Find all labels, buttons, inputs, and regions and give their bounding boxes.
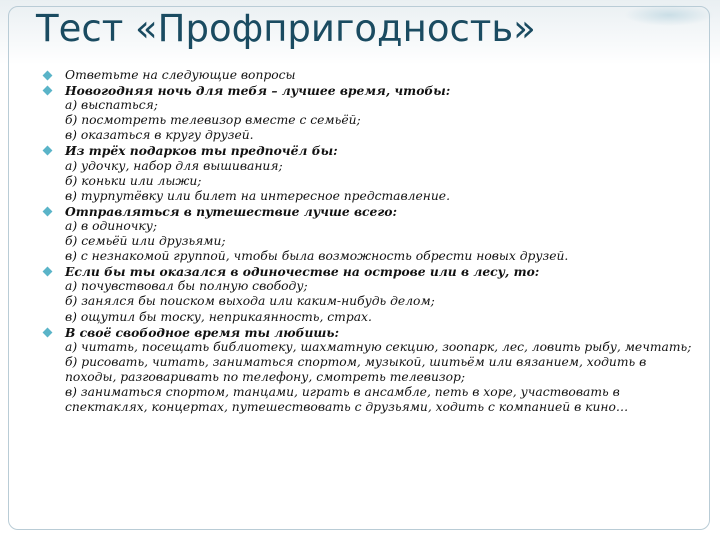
question-item bbox=[42, 83, 692, 143]
question-item bbox=[42, 143, 692, 203]
question-list bbox=[42, 68, 692, 415]
answer-option: в) заниматься спортом, танцами, играть в ансамбле, петь в хоре, участвовать в спектаклях, концертах, путешествовать с друзьями, ходить с компанией в кино… bbox=[65, 384, 629, 415]
question-text: В своё свободное время ты любишь: bbox=[65, 324, 340, 340]
diamond-bullet-icon bbox=[42, 266, 53, 277]
intro-item bbox=[42, 68, 692, 83]
question-item bbox=[42, 325, 692, 416]
question-item bbox=[42, 204, 692, 264]
answer-option: в) с незнакомой группой, чтобы была возможность обрести новых друзей. bbox=[65, 249, 569, 264]
diamond-bullet-icon bbox=[42, 145, 53, 156]
answer-option: а) в одиночку; bbox=[65, 218, 157, 233]
answer-option: а) удочку, набор для вышивания; bbox=[65, 158, 283, 173]
diamond-bullet-icon bbox=[42, 70, 53, 81]
answer-option: б) посмотреть телевизор вместе с семьёй; bbox=[65, 113, 361, 128]
answer-option: в) ощутил бы тоску, неприкаянность, страх. bbox=[65, 309, 372, 324]
answer-option: а) читать, посещать библиотеку, шахматную секцию, зоопарк, лес, ловить рыбу, мечтать; bbox=[65, 339, 692, 354]
slide-title: Тест «Профпригодность» bbox=[36, 7, 536, 50]
question-item bbox=[42, 264, 692, 324]
question-text: Отправляться в путешествие лучше всего: bbox=[65, 203, 398, 219]
answer-option: в) оказаться в кругу друзей. bbox=[65, 128, 254, 143]
corner-decoration bbox=[624, 4, 714, 26]
diamond-bullet-icon bbox=[42, 206, 53, 217]
answer-option: в) турпутёвку или билет на интересное представление. bbox=[65, 188, 450, 203]
answer-option: б) коньки или лыжи; bbox=[65, 173, 202, 188]
intro-text: Ответьте на следующие вопросы bbox=[65, 68, 296, 82]
question-text: Новогодняя ночь для тебя – лучшее время, чтобы: bbox=[65, 83, 451, 99]
answer-option: б) рисовать, читать, заниматься спортом, музыкой, шитьём или вязанием, ходить в походы, разговаривать по телефону, смотреть телевизор; bbox=[65, 354, 647, 384]
answer-option: б) семьёй или друзьями; bbox=[65, 234, 226, 249]
question-text: Если бы ты оказался в одиночестве на острове или в лесу, то: bbox=[65, 264, 540, 280]
diamond-bullet-icon bbox=[42, 327, 53, 338]
diamond-bullet-icon bbox=[42, 85, 53, 96]
answer-option: а) выспаться; bbox=[65, 98, 158, 113]
question-text: Из трёх подарков ты предпочёл бы: bbox=[65, 143, 338, 159]
answer-option: б) занялся бы поиском выхода или каким-нибудь делом; bbox=[65, 294, 435, 309]
answer-option: а) почувствовал бы полную свободу; bbox=[65, 279, 308, 294]
